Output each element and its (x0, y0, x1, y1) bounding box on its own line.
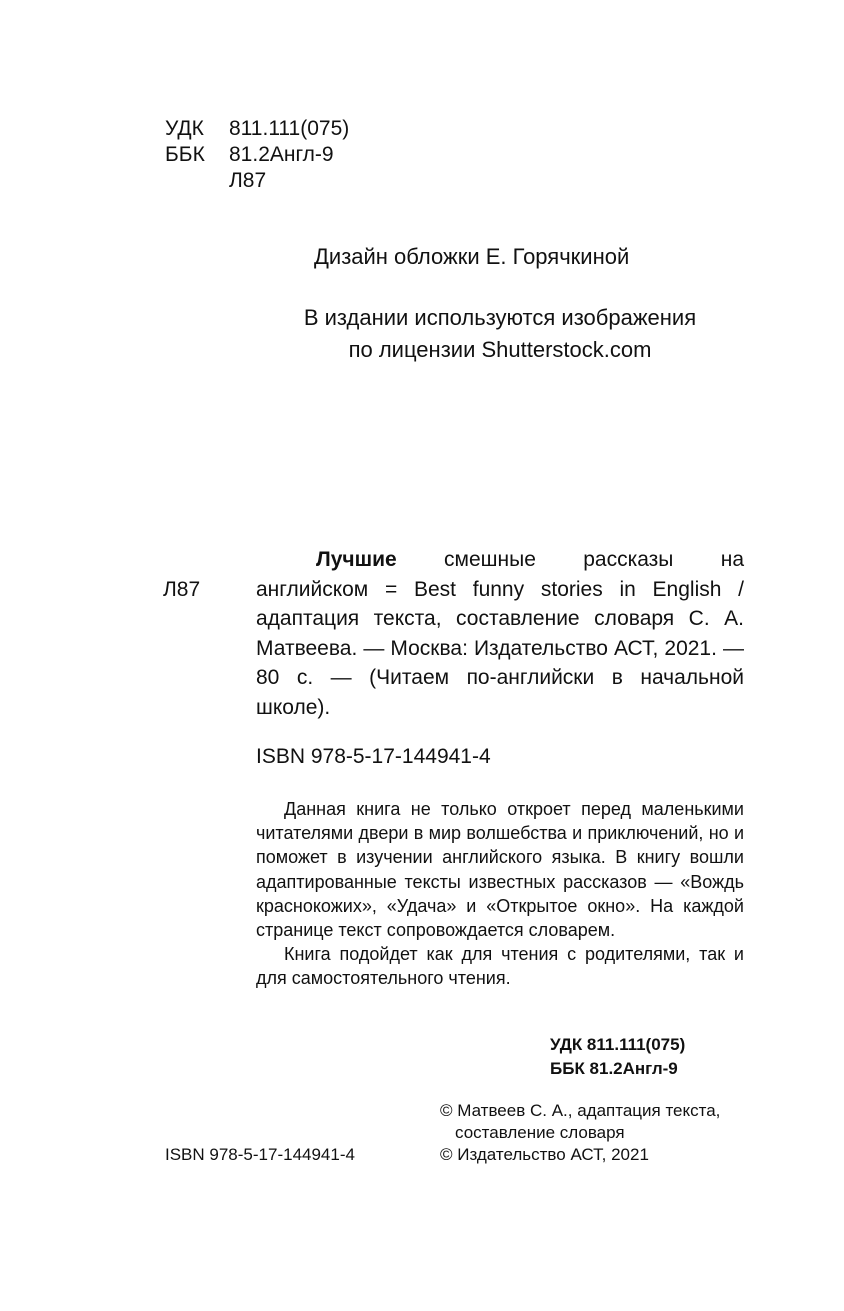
copyright-publisher: © Издательство АСТ, 2021 (440, 1145, 649, 1164)
bbk-value: 81.2Англ-9 (229, 143, 334, 166)
isbn-main: ISBN 978-5-17-144941-4 (256, 745, 491, 768)
catalog-entry (256, 545, 744, 722)
author-mark-top: Л87 (229, 169, 267, 192)
license-line-2: по лицензии Shutterstock.com (348, 337, 652, 362)
udk-value: 811.111(075) (229, 117, 350, 140)
author-mark-side: Л87 (163, 578, 201, 601)
annotation (256, 797, 744, 991)
annotation-paragraph-1: Данная книга не только откроет перед маленькими читателями двери в мир волшебства и приключений, но и поможет в изучении английского языка. В книгу вошли адаптированные тексты известных рассказов — «Вождь краснокожих», «Удача» и «Открытое окно». На каждой странице текст сопровождается словарем. (256, 799, 744, 941)
bbk-code-top (165, 142, 334, 168)
copyright-author-line-1: © Матвеев С. А., адаптация текста, (440, 1101, 721, 1120)
cover-design-credit: Дизайн обложки Е. Горячкиной (314, 244, 630, 269)
title-word: Лучшие (316, 548, 397, 571)
udk-label: УДК (165, 117, 204, 140)
bbk-label: ББК (165, 143, 205, 166)
image-license-note (260, 302, 740, 366)
license-line-1: В издании используются изображения (303, 305, 697, 330)
bbk-code-bottom: ББК 81.2Англ-9 (550, 1059, 678, 1078)
catalog-body: английском = Best funny stories in English / адаптация текста, составление словаря С. А. Матвеева. — Москва: Издательство АСТ, 2021. — 80 с. — (Читаем по-английски в начальной школе). (256, 577, 744, 719)
catalog-first-line (256, 545, 744, 575)
annotation-paragraph-2: Книга подойдет как для чтения с родителями, так и для самостоятельного чтения. (256, 944, 744, 989)
udk-code-bottom: УДК 811.111(075) (550, 1035, 686, 1054)
title-rest: смешные рассказы на (444, 548, 744, 571)
copyright-author-line-2: составление словаря (455, 1123, 625, 1142)
udk-code-top (165, 116, 349, 142)
isbn-bottom: ISBN 978-5-17-144941-4 (165, 1145, 355, 1164)
